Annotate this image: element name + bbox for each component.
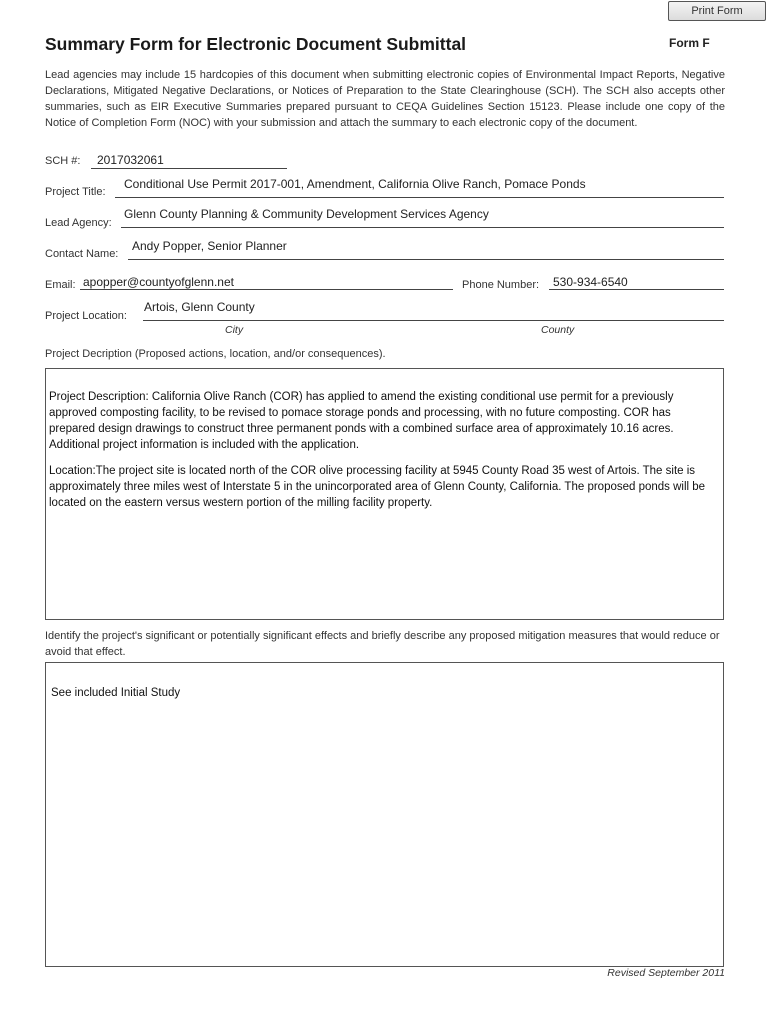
contact-name-value: Andy Popper, Senior Planner [132,239,287,253]
sch-field[interactable] [91,168,287,169]
email-field[interactable] [80,289,453,290]
email-label: Email: [45,279,76,291]
effects-label: Identify the project's significant or potentially significant effects and briefly describe any proposed mitigation measures that would reduce or avoid that effect. [45,630,720,658]
revised-date: Revised September 2011 [607,967,725,979]
city-caption: City [225,324,244,336]
email-value: apopper@countyofglenn.net [83,275,234,289]
description-textarea[interactable] [45,368,724,620]
phone-field[interactable] [549,289,724,290]
project-location-field[interactable] [143,320,724,321]
description-paragraph-1: Project Description: California Olive Ranch (COR) has applied to amend the existing conditional use permit for a previously approved composting facility, to be revised to pomace storage ponds and processing, with no future composting. COR has prepared design drawings to construct three permanent ponds with a combined surface area of approximately 10.16 acres. Additional project information is included with the application. [49,391,674,451]
county-caption: County [541,324,575,336]
print-form-button[interactable]: Print Form [668,1,766,21]
phone-label: Phone Number: [462,279,540,291]
description-label: Project Decription (Proposed actions, location, and/or consequences). [45,348,386,360]
effects-text: See included Initial Study [51,687,181,699]
form-code: Form F [669,36,710,50]
sch-value: 2017032061 [97,153,164,167]
sch-label: SCH #: [45,155,81,167]
phone-value: 530-934-6540 [553,275,628,289]
contact-name-label: Contact Name: [45,248,119,260]
project-title-field[interactable] [115,197,724,198]
description-paragraph-2: Location:The project site is located north of the COR olive processing facility at 5945 County Road 35 west of Artois. The site is approximately three miles west of Interstate 5 in the unincorporated area of Glenn County, California. The proposed ponds will be located on the eastern versus western portion of the milling facility property. [49,465,706,509]
effects-textarea[interactable] [45,662,724,967]
project-location-label: Project Location: [45,310,127,322]
lead-agency-label: Lead Agency: [45,217,112,229]
project-title-value: Conditional Use Permit 2017-001, Amendment, California Olive Ranch, Pomace Ponds [124,177,586,191]
project-location-value: Artois, Glenn County [144,300,255,314]
project-title-label: Project Title: [45,186,106,198]
lead-agency-field[interactable] [121,227,724,228]
lead-agency-value: Glenn County Planning & Community Development Services Agency [124,207,489,221]
form-title: Summary Form for Electronic Document Submittal [45,34,467,54]
contact-name-field[interactable] [128,259,724,260]
intro-text: Lead agencies may include 15 hardcopies of this document when submitting electronic copies of Environmental Impact Reports, Negative Declarations, Mitigated Negative Declarations, or Notices of Preparation to the State Clearinghouse (SCH). The SCH also accepts other summaries, such as EIR Executive Summaries prepared pursuant to CEQA Guidelines Section 15123. Please include one copy of the Notice of Completion Form (NOC) with your submission and attach the summary to each electronic copy of the document. [45,69,725,129]
